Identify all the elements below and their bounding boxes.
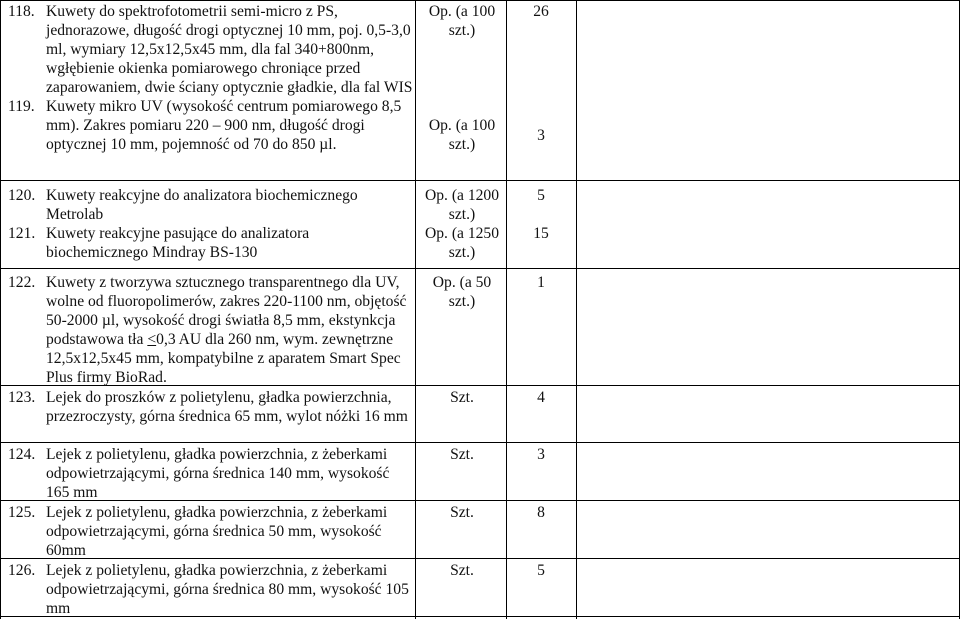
list-item bbox=[8, 186, 413, 224]
item-number: 123. bbox=[8, 389, 36, 406]
list-item bbox=[8, 273, 413, 387]
item-description: Kuwety do spektrofotometrii semi-micro z PS, jednorazowe, długość drogi optycznej 10 mm, poj. 0,5-3,0 ml, wymiary 12,5x12,5x45 mm, dla fal 340+800nm, wgłębienie okienka pomiarowego chroniące przed zaparowaniem, dwie ściany optycznie gładkie, dla fal WIS bbox=[46, 3, 413, 96]
quantity-cell: 8 bbox=[537, 504, 545, 521]
unit-cell: Op. (a 1250 szt.) bbox=[424, 225, 500, 261]
item-number: 121. bbox=[8, 225, 36, 242]
unit-cell: Szt. bbox=[450, 389, 474, 406]
quantity-cell: 3 bbox=[537, 446, 545, 463]
description-cell bbox=[8, 445, 413, 502]
list-item bbox=[8, 2, 413, 97]
item-number: 120. bbox=[8, 187, 36, 204]
description-cell bbox=[8, 503, 413, 560]
description-cell bbox=[8, 561, 413, 618]
item-number: 124. bbox=[8, 446, 36, 463]
column-divider bbox=[415, 0, 416, 619]
list-item bbox=[8, 503, 413, 560]
item-description: Kuwety z tworzywa sztucznego transparentnego dla UV, wolne od fluoropolimerów, zakres 220-1100 nm, objętość 50-2000 µl, wysokość drogi światła 8,5 mm, ekstynkcja podstawowa tła <0,3 AU dla 260 nm, wym. zewnętrzne 12,5x12,5x45 mm, kompatybilne z aparatem Smart Spec Plus firmy BioRad. bbox=[46, 274, 407, 386]
description-cell bbox=[8, 388, 413, 426]
item-number: 122. bbox=[8, 274, 36, 291]
quantity-cell: 26 bbox=[533, 3, 549, 20]
item-description: Kuwety reakcyjne pasujące do analizatora biochemicznego Mindray BS-130 bbox=[46, 225, 310, 261]
unit-cell: Op. (a 100 szt.) bbox=[428, 117, 496, 153]
column-divider bbox=[576, 0, 577, 619]
quantity-cell: 5 bbox=[537, 187, 545, 204]
item-description: Kuwety mikro UV (wysokość centrum pomiarowego 8,5 mm). Zakres pomiaru 220 – 900 nm, długość drogi optycznej 10 mm, pojemność od 70 do 850 µl. bbox=[46, 98, 402, 153]
quantity-cell: 4 bbox=[537, 389, 545, 406]
item-number: 119. bbox=[8, 98, 35, 115]
item-number: 125. bbox=[8, 504, 36, 521]
quantity-cell: 3 bbox=[537, 127, 545, 144]
list-item bbox=[8, 97, 413, 154]
unit-cell: Szt. bbox=[450, 446, 474, 463]
column-divider bbox=[506, 0, 507, 619]
item-description: Lejek do proszków z polietylenu, gładka powierzchnia, przezroczysty, górna średnica 65 mm, wylot nóżki 16 mm bbox=[46, 389, 408, 425]
list-item bbox=[8, 561, 413, 618]
list-item bbox=[8, 224, 413, 262]
unit-cell: Szt. bbox=[450, 562, 474, 579]
unit-cell: Szt. bbox=[450, 504, 474, 521]
unit-cell: Op. (a 50 szt.) bbox=[432, 274, 492, 310]
item-description: Lejek z polietylenu, gładka powierzchnia, z żeberkami odpowietrzającymi, górna średnica 80 mm, wysokość 105 mm bbox=[46, 562, 409, 617]
unit-cell: Op. (a 100 szt.) bbox=[428, 3, 496, 39]
quantity-cell: 1 bbox=[537, 274, 545, 291]
description-cell bbox=[8, 2, 413, 154]
less-or-equal-symbol: < bbox=[147, 331, 157, 348]
description-cell bbox=[8, 273, 413, 387]
quantity-cell: 5 bbox=[537, 562, 545, 579]
quantity-cell: 15 bbox=[533, 225, 549, 242]
item-number: 118. bbox=[8, 3, 35, 20]
list-item bbox=[8, 388, 413, 426]
description-cell bbox=[8, 186, 413, 262]
list-item bbox=[8, 445, 413, 502]
item-description: Kuwety reakcyjne do analizatora biochemicznego Metrolab bbox=[46, 187, 358, 223]
unit-cell: Op. (a 1200 szt.) bbox=[424, 187, 500, 223]
item-description: Lejek z polietylenu, gładka powierzchnia, z żeberkami odpowietrzającymi, górna średnica 50 mm, wysokość 60mm bbox=[46, 504, 388, 559]
item-description: Lejek z polietylenu, gładka powierzchnia, z żeberkami odpowietrzającymi, górna średnica 140 mm, wysokość 165 mm bbox=[46, 446, 390, 501]
item-number: 126. bbox=[8, 562, 36, 579]
column-divider bbox=[0, 0, 1, 619]
